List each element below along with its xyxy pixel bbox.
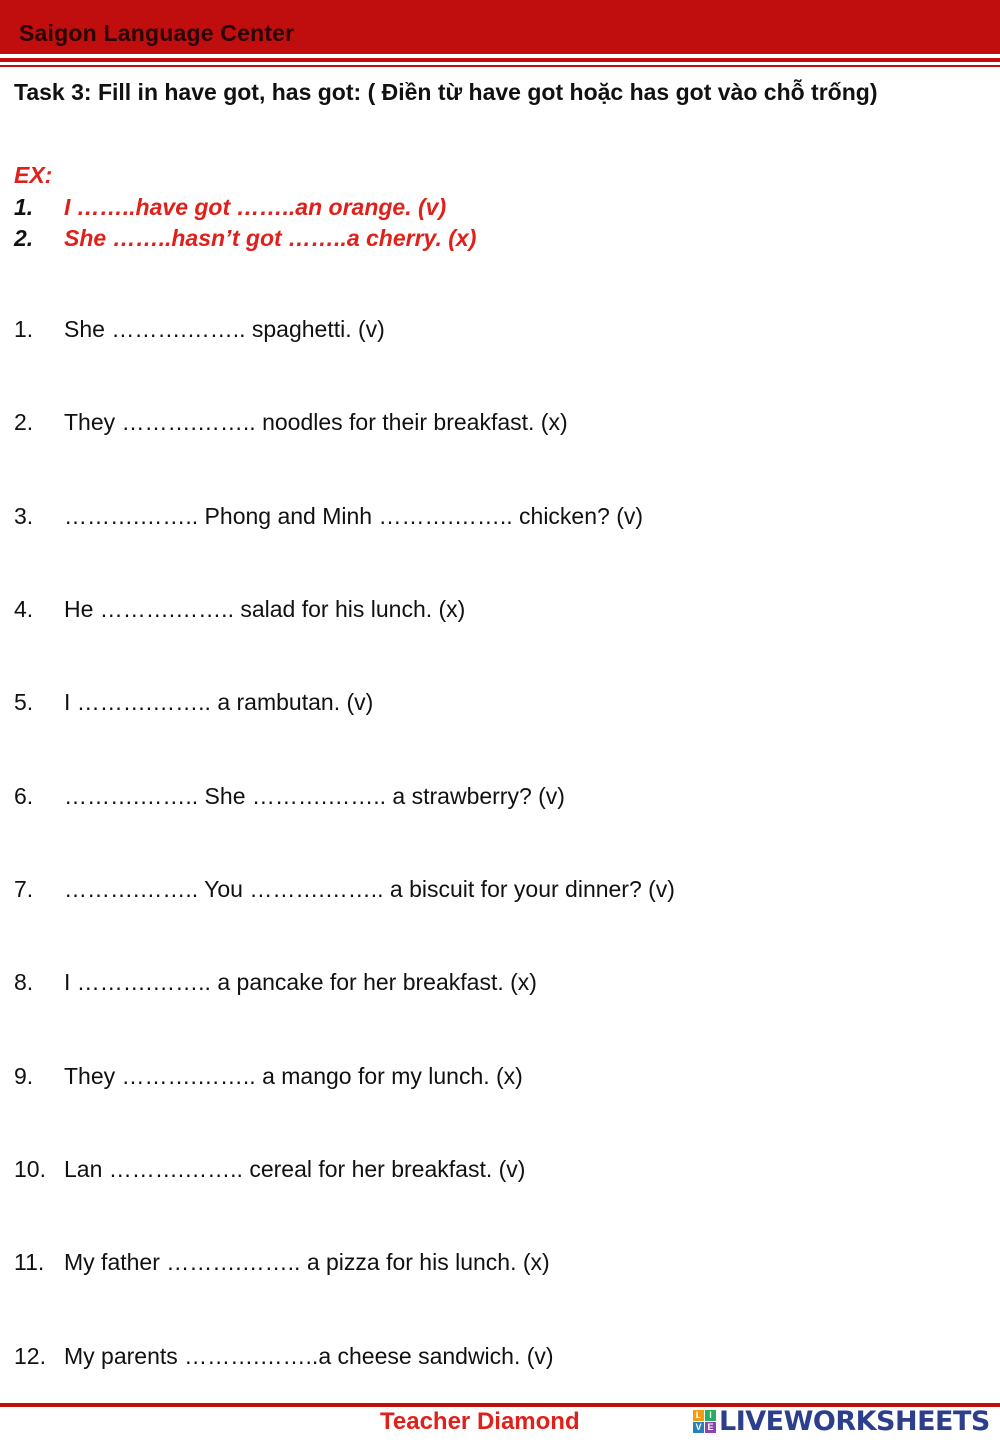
question-text[interactable]: Lan ……….…….. cereal for her breakfast. (v) xyxy=(64,1156,526,1182)
logo-letter: V xyxy=(693,1422,704,1433)
question-item[interactable] xyxy=(14,969,537,996)
logo-letter: E xyxy=(705,1422,716,1433)
question-number: 1. xyxy=(14,316,34,342)
question-number: 3. xyxy=(14,503,34,529)
question-text[interactable]: They ……….…….. noodles for their breakfast. (x) xyxy=(64,409,568,435)
header-divider-thin xyxy=(0,65,1000,67)
question-item[interactable] xyxy=(14,876,675,903)
header-title: Saigon Language Center xyxy=(19,20,295,46)
liveworksheets-logo[interactable] xyxy=(693,1406,990,1436)
example-text: I ……..have got ……..an orange. (v) xyxy=(64,194,447,220)
example-number: 1. xyxy=(14,194,34,220)
question-text[interactable]: My parents ……….……..a cheese sandwich. (v) xyxy=(64,1343,554,1369)
question-number: 12. xyxy=(14,1343,46,1369)
question-text[interactable]: He ……….…….. salad for his lunch. (x) xyxy=(64,596,466,622)
liveworksheets-logo-text: LIVEWORKSHEETS xyxy=(719,1405,990,1437)
liveworksheets-logo-icon xyxy=(693,1410,716,1433)
question-number: 8. xyxy=(14,969,34,995)
question-number: 10. xyxy=(14,1156,46,1182)
question-number: 5. xyxy=(14,689,34,715)
question-item[interactable] xyxy=(14,1156,525,1183)
question-text[interactable]: She ……….…….. spaghetti. (v) xyxy=(64,316,385,342)
question-number: 7. xyxy=(14,876,34,902)
question-text[interactable]: My father ……….…….. a pizza for his lunch. (x) xyxy=(64,1249,550,1275)
footer-teacher: Teacher Diamond xyxy=(380,1408,580,1435)
question-text[interactable]: I ……….…….. a pancake for her breakfast. (x) xyxy=(64,969,537,995)
example-item xyxy=(14,225,476,252)
question-text[interactable]: ……….…….. You ……….…….. a biscuit for your dinner? (v) xyxy=(64,876,675,902)
example-label: EX: xyxy=(14,162,53,188)
question-number: 6. xyxy=(14,783,34,809)
question-number: 4. xyxy=(14,596,34,622)
example-number: 2. xyxy=(14,225,34,251)
question-item[interactable] xyxy=(14,316,385,343)
example-item xyxy=(14,194,446,221)
question-item[interactable] xyxy=(14,596,465,623)
question-text[interactable]: They ……….…….. a mango for my lunch. (x) xyxy=(64,1063,523,1089)
example-text: She ……..hasn’t got ……..a cherry. (x) xyxy=(64,225,477,251)
question-number: 2. xyxy=(14,409,34,435)
task-instruction: Task 3: Fill in have got, has got: ( Điền từ have got hoặc has got vào chỗ trống) xyxy=(14,79,878,105)
question-item[interactable] xyxy=(14,1343,554,1370)
question-text[interactable]: ……….…….. She ……….…….. a strawberry? (v) xyxy=(64,783,565,809)
question-item[interactable] xyxy=(14,503,643,530)
question-text[interactable]: I ……….…….. a rambutan. (v) xyxy=(64,689,374,715)
question-item[interactable] xyxy=(14,1063,523,1090)
header-divider xyxy=(0,58,1000,62)
question-item[interactable] xyxy=(14,689,373,716)
logo-letter: L xyxy=(693,1410,704,1421)
question-item[interactable] xyxy=(14,783,565,810)
logo-letter: I xyxy=(705,1410,716,1421)
question-number: 9. xyxy=(14,1063,34,1089)
question-item[interactable] xyxy=(14,409,568,436)
question-number: 11. xyxy=(14,1249,45,1275)
question-text[interactable]: ……….…….. Phong and Minh ……….…….. chicken? (v) xyxy=(64,503,644,529)
question-item[interactable] xyxy=(14,1249,550,1276)
